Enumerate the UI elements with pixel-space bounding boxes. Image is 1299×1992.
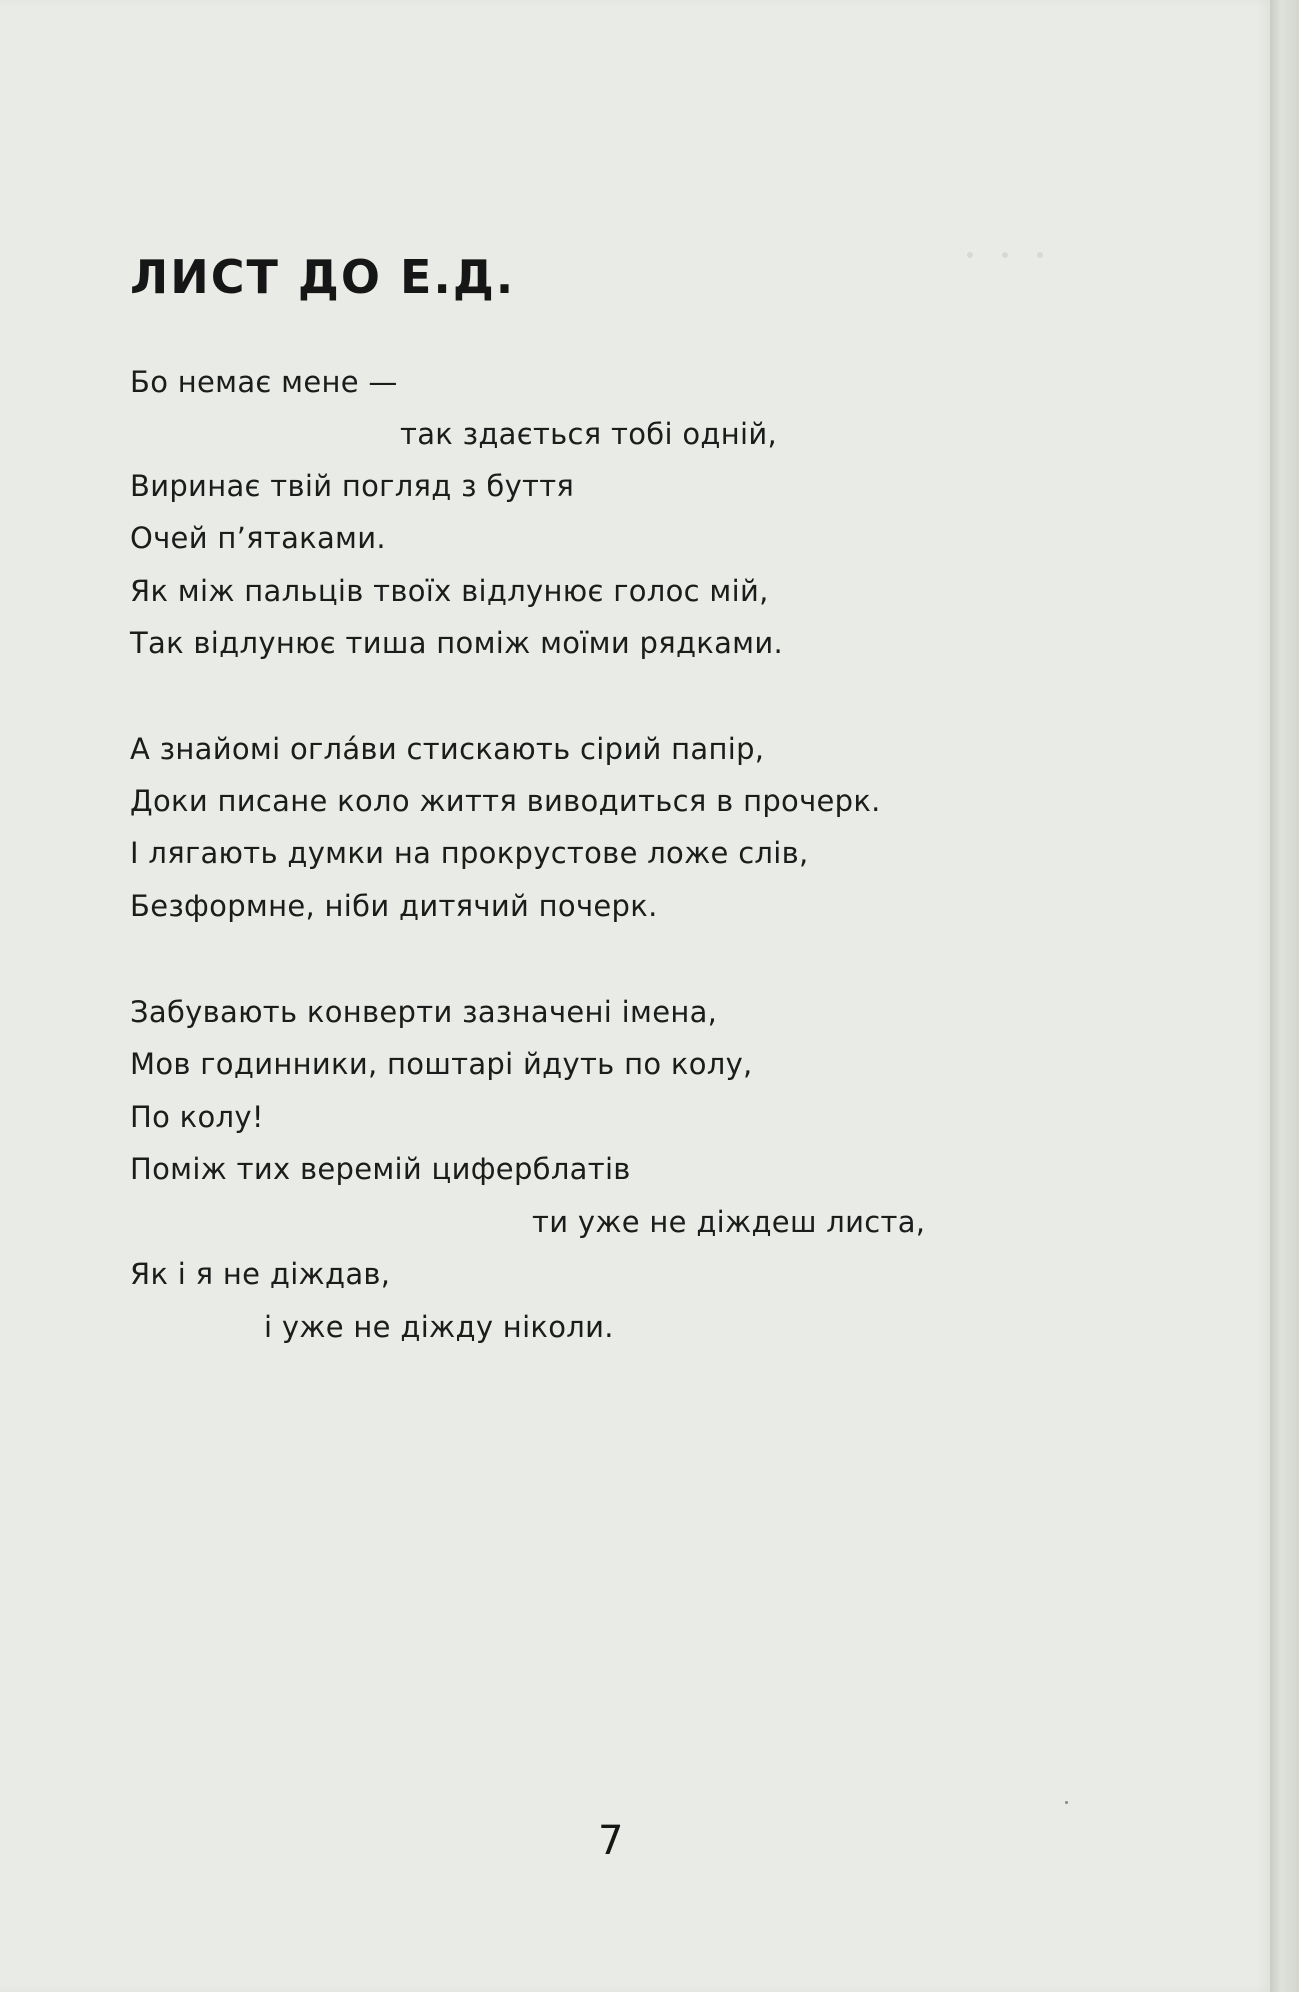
poem-line: Поміж тих веремій циферблатів bbox=[130, 1152, 631, 1186]
paper-speck bbox=[1065, 1801, 1068, 1804]
poem-line: По колу! bbox=[130, 1100, 264, 1134]
show-through-asterisks bbox=[960, 245, 1050, 265]
poem-line: Очей п’ятаками. bbox=[130, 521, 386, 555]
poem-line: Забувають конверти зазначені імена, bbox=[130, 995, 718, 1029]
poem-line: ти уже не діждеш листа, bbox=[532, 1205, 926, 1239]
poem-line: Мов годинники, поштарі йдуть по колу, bbox=[130, 1047, 753, 1081]
poem-line: Так відлунює тиша поміж моїми рядками. bbox=[130, 626, 784, 660]
poem-line: і уже не діжду ніколи. bbox=[264, 1310, 614, 1344]
poem-line: так здається тобі одній, bbox=[400, 417, 778, 451]
poem-line: Доки писане коло життя виводиться в прочерк. bbox=[130, 784, 881, 818]
poem-line: Як і я не діждав, bbox=[130, 1257, 391, 1291]
page-number: 7 bbox=[598, 1818, 624, 1864]
poem-line: І лягають думки на прокрустове ложе слів, bbox=[130, 836, 809, 870]
page-edge bbox=[1270, 0, 1299, 1992]
poem-line: Бо немає мене — bbox=[130, 365, 398, 399]
poem-line: Як між пальців твоїх відлунює голос мій, bbox=[130, 574, 769, 608]
poem-line: А знайомі огла́ви стискають сірий папір, bbox=[130, 732, 765, 766]
poem-title: ЛИСТ ДО Е.Д. bbox=[130, 250, 516, 304]
poem-line: Виринає твій погляд з буття bbox=[130, 469, 575, 503]
poem-line: Безформне, ніби дитячий почерк. bbox=[130, 889, 658, 923]
